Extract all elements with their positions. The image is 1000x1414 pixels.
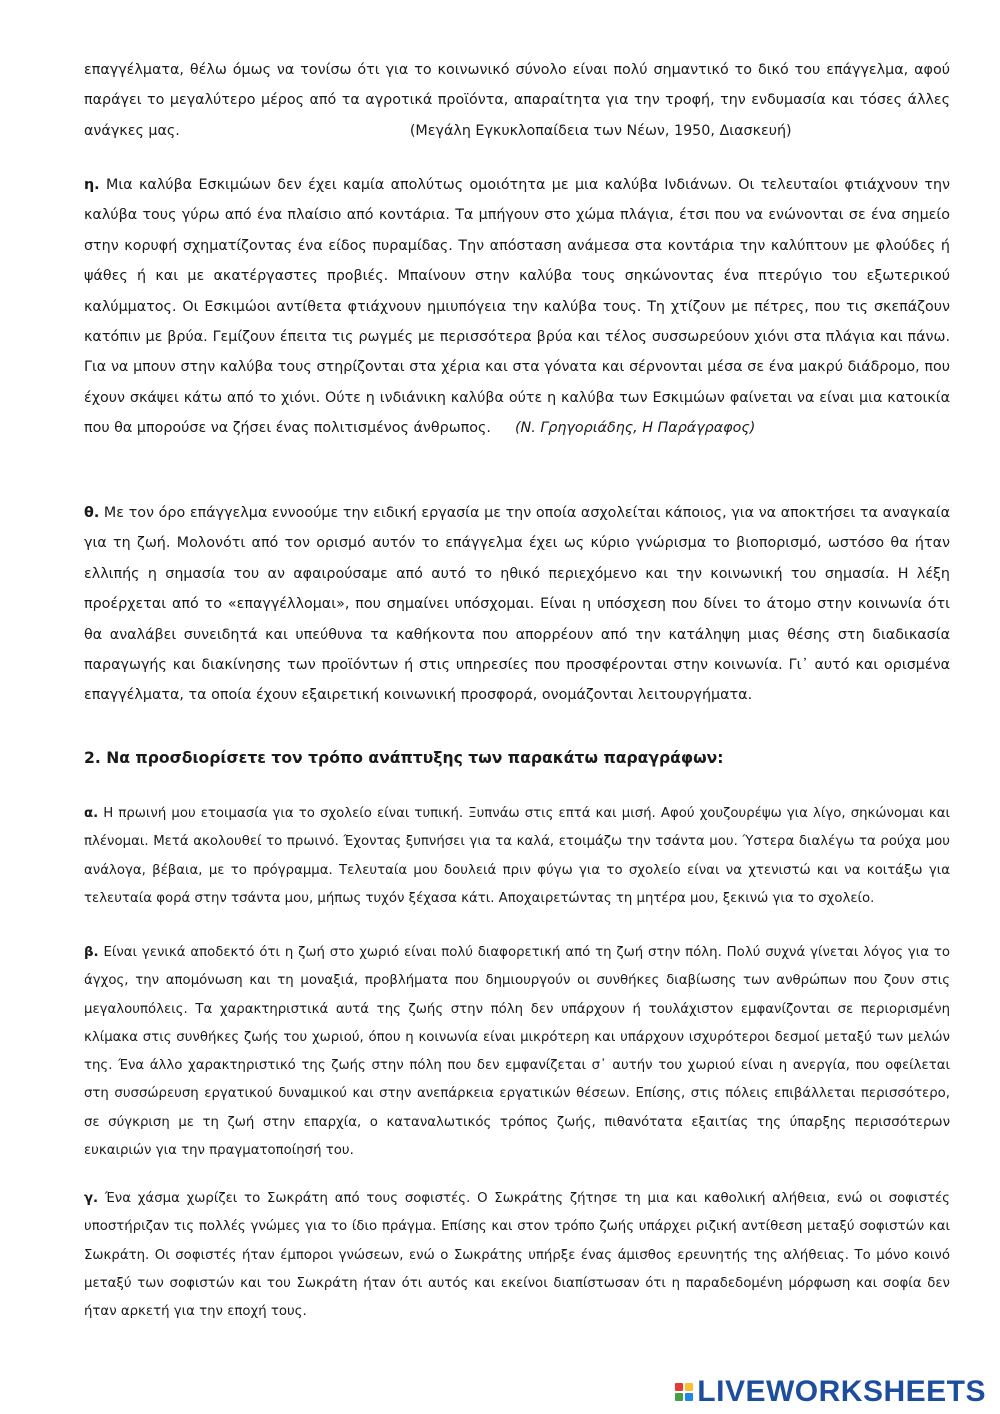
paragraph-gamma — [84, 1185, 950, 1326]
section-2-heading: 2. Να προσδιορίσετε τον τρόπο ανάπτυξης των παρακάτω παραγράφων: — [84, 749, 724, 767]
paragraph-beta-text: Είναι γενικά αποδεκτό ότι η ζωή στο χωριό είναι πολύ διαφορετική από τη ζωή στην πόλη. Πολύ συχνά γίνεται λόγος για το άγχος, την απομόνωση και τη μοναξιά, προβλήματα που δημιουργούν οι συνθήκες διαβίωσης των ανθρώπων που ζουν στις μεγαλουπόλεις. Τα χαρακτηριστικά αυτά της ζωής στην πόλη δεν υπάρχουν ή τουλάχιστον εμφανίζονται σε περιορισμένη κλίμακα στις συνθήκες ζωής του χωριού, όπου η κοινωνία είναι μικρότερη και υπάρχουν ισχυρότεροι δεσμοί μεταξύ των μελών της. Ένα άλλο χαρακτηριστικό της ζωής στην πόλη που δεν εμφανίζεται σ᾽ αυτήν του χωριού είναι η ανεργία, που οφείλεται στη συσσώρευση εργατικού δυναμικού και στην ανεπάρκεια εργατικών θέσεων. Επίσης, στις πόλεις επιβάλλεται περισσότερο, σε σύγκριση με τη ζωή στην επαρχία, ο καταναλωτικός τρόπος ζωής, πιθανότατα εξαιτίας της ύπαρξης περισσότερων ευκαιριών για την πραγματοποίησή του. — [84, 945, 950, 1159]
paragraph-intro-text: επαγγέλματα, θέλω όμως να τονίσω ότι για το κοινωνικό σύνολο είναι πολύ σημαντικό το δικό του επάγγελμα, αφού παράγει το μεγαλύτερο μέρος από τα αγροτικά προϊόντα, απαραίτητα για την τροφή, την ενδυμασία και τόσες άλλες ανάγκες μας. — [84, 62, 950, 139]
paragraph-gamma-label: γ. — [84, 1191, 99, 1206]
logo-square — [685, 1393, 693, 1401]
paragraph-theta-text: Με τον όρο επάγγελμα εννοούμε την ειδική εργασία με την οποία ασχολείται κάποιος, για να αποκτήσει τα αναγκαία για τη ζωή. Μολονότι από τον ορισμό αυτόν το επάγγελμα έχει ως κύριο γνώρισμα το βιοπορισμό, ωστόσο θα ήταν ελλιπής η σημασία του αν αφαιρούσαμε από αυτό το ηθικό περιεχόμενο και την κοινωνική του σημασία. Η λέξη προέρχεται από το «επαγγέλλομαι», που σημαίνει υπόσχομαι. Είναι η υπόσχεση που δίνει το άτομο στην κοινωνία ότι θα αναλάβει συνειδητά και υπεύθυνα τα καθήκοντα που απορρέουν από την κατάληψη μιας θέσης στη διαδικασία παραγωγής και διακίνησης των προϊόντων ή στις υπηρεσίες που προσφέρονται στην κοινωνία. Γι᾽ αυτό και ορισμένα επαγγέλματα, τα οποία έχουν εξαιρετική κοινωνική προσφορά, ονομάζονται λειτουργήματα. — [84, 505, 950, 704]
logo-square — [675, 1383, 683, 1391]
paragraph-eta-source: (Ν. Γρηγοριάδης, Η Παράγραφος) — [514, 420, 756, 437]
paragraph-alpha-text: Η πρωινή μου ετοιμασία για το σχολείο είναι τυπική. Ξυπνάω στις επτά και μισή. Αφού χουζουρέψω για λίγο, σηκώνομαι και πλένομαι. Μετά ακολουθεί το πρωινό. Έχοντας ξυπνήσει για τα καλά, ετοιμάζω την τσάντα μου. Ύστερα διαλέγω τα ρούχα μου ανάλογα, βέβαια, με το πρόγραμμα. Τελευταία μου δουλειά πριν φύγω για το σχολείο είναι να χτενιστώ και να κοιτάξω για τελευταία φορά στην τσάντα μου, μήπως τυχόν ξέχασα κάτι. Αποχαιρετώντας τη μητέρα μου, ξεκινώ για το σχολείο. — [84, 806, 950, 906]
paragraph-eta — [84, 170, 950, 444]
logo-grid-icon — [675, 1383, 693, 1401]
paragraph-eta-text: Μια καλύβα Εσκιμώων δεν έχει καμία απολύτως ομοιότητα με μια καλύβα Ινδιάνων. Οι τελευταίοι φτιάχνουν την καλύβα τους γύρω από ένα πλαίσιο από κοντάρια. Τα μπήγουν στο χώμα πλάγια, έτσι που να ενώνονται σε ένα σημείο στην κορυφή σχηματίζοντας ένα είδος πυραμίδας. Την απόσταση ανάμεσα στα κοντάρια την καλύπτουν με φλούδες ή ψάθες ή και με ακατέργαστες προβιές. Μπαίνουν στην καλύβα τους σηκώνοντας ένα πτερύγιο του εξωτερικού καλύμματος. Οι Εσκιμώοι αντίθετα φτιάχνουν ημιυπόγεια την καλύβα τους. Τη χτίζουν με πέτρες, που τις σκεπάζουν κατόπιν με βρύα. Γεμίζουν έπειτα τις ρωγμές με περισσότερα βρύα και τέλος συσσωρεύουν χιόνι στα πλάγια και πάνω. Για να μπουν στην καλύβα τους στηρίζονται στα χέρια και στα γόνατα και σέρνονται μέσα σε ένα μακρύ διάδρομο, που έχουν σκάψει κάτω από το χιόνι. Ούτε η ινδιάνικη καλύβα ούτε η καλύβα των Εσκιμώων φαίνεται να είναι μια κατοικία που θα μπορούσε να ζήσει ένας πολιτισμένος άνθρωπος. — [84, 177, 950, 437]
paragraph-beta-label: β. — [84, 945, 99, 960]
paragraph-theta-label: θ. — [84, 505, 100, 521]
paragraph-intro-source: (Μεγάλη Εγκυκλοπαίδεια των Νέων, 1950, Διασκευή) — [409, 122, 792, 139]
paragraph-alpha — [84, 800, 950, 913]
logo-text: LIVEWORKSHEETS — [697, 1375, 986, 1408]
paragraph-eta-label: η. — [84, 177, 100, 193]
logo-square — [675, 1393, 683, 1401]
paragraph-intro — [84, 55, 950, 146]
paragraph-gamma-text: Ένα χάσμα χωρίζει το Σωκράτη από τους σοφιστές. Ο Σωκράτης ζήτησε τη μια και καθολική αλήθεια, ενώ οι σοφιστές υποστήριζαν τις πολλές γνώμες για το ίδιο πράγμα. Επίσης και στον τρόπο ζωής υπάρχει ριζική αντίθεση μεταξύ σοφιστών και Σωκράτη. Οι σοφιστές ήταν έμποροι γνώσεων, ενώ ο Σωκράτης υπήρξε ένας άμισθος ερευνητής της αλήθειας. Το μόνο κοινό μεταξύ των σοφιστών και του Σωκράτη ήταν ότι αυτός και εκείνοι διαπίστωσαν ότι η παραδεδομένη μόρφωση και σοφία δεν ήταν αρκετή για την εποχή τους. — [84, 1191, 950, 1320]
logo-square — [685, 1383, 693, 1391]
paragraph-theta — [84, 498, 950, 711]
liveworksheets-logo[interactable] — [675, 1374, 986, 1410]
paragraph-beta — [84, 939, 950, 1165]
paragraph-alpha-label: α. — [84, 806, 99, 821]
